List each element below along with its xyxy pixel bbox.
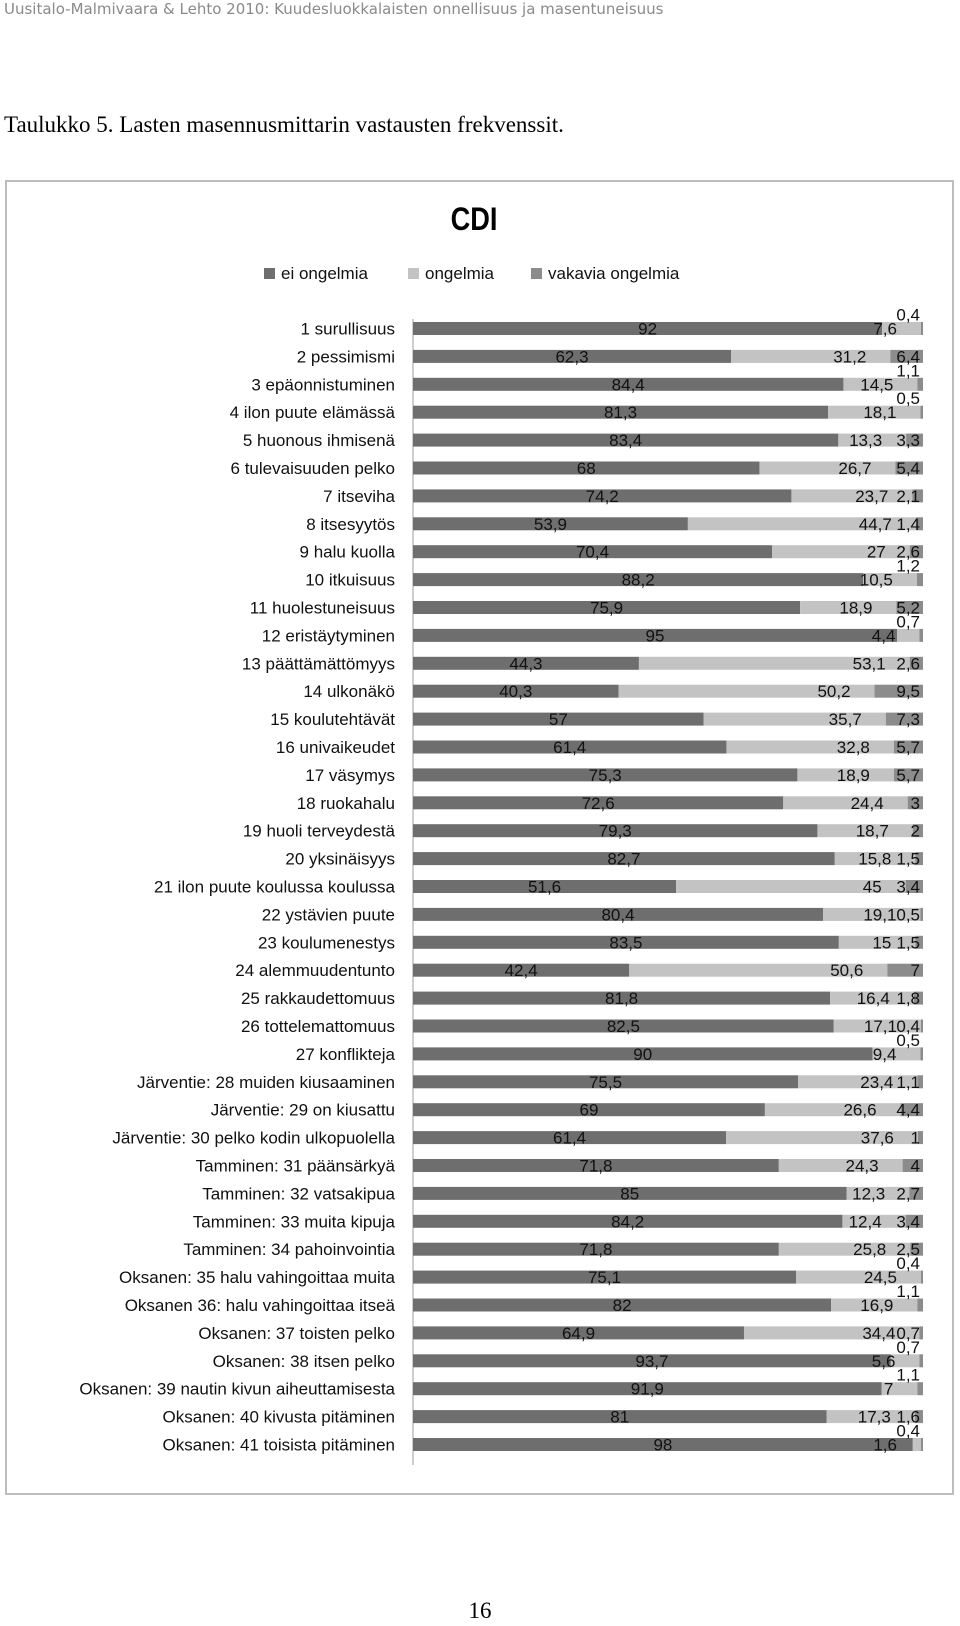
- chart-legend: [264, 264, 680, 283]
- data-label-ongelmia: 32,8: [836, 738, 870, 757]
- category-label: 24 alemmuudentunto: [235, 961, 395, 981]
- data-label-ongelmia: 24,4: [850, 793, 884, 813]
- data-label-vakavia-ongelmia: 1: [910, 1128, 920, 1148]
- data-label-ongelmia: 17,3: [857, 1407, 891, 1427]
- data-label-ei-ongelmia: 83,4: [609, 431, 643, 451]
- data-label-vakavia-ongelmia: 1,6: [896, 1407, 920, 1427]
- data-label-ei-ongelmia: 80,4: [601, 905, 635, 925]
- data-label-ei-ongelmia: 75,9: [589, 598, 624, 618]
- category-label: Oksanen: 37 toisten pelko: [198, 1323, 395, 1343]
- category-label: 21 ilon puute koulussa koulussa: [154, 877, 395, 897]
- data-label-vakavia-ongelmia: 0,5: [896, 389, 920, 409]
- category-label: 23 koulumenestys: [257, 933, 395, 953]
- data-label-vakavia-ongelmia: 2,7: [896, 1184, 920, 1204]
- category-label: 11 huolestuneisuus: [249, 598, 395, 618]
- data-label-vakavia-ongelmia: 7: [910, 961, 920, 981]
- data-label-vakavia-ongelmia: 1,1: [896, 361, 920, 381]
- data-label-ei-ongelmia: 85: [620, 1184, 640, 1204]
- data-label-vakavia-ongelmia: 0,5: [896, 1030, 920, 1050]
- data-label-ongelmia: 23,4: [860, 1072, 894, 1092]
- data-label-ongelmia: 44,7: [858, 514, 892, 534]
- data-label-ongelmia: 34,4: [862, 1323, 896, 1343]
- data-label-ei-ongelmia: 72,6: [581, 793, 615, 813]
- data-label-ei-ongelmia: 61,4: [553, 1128, 587, 1148]
- data-label-ongelmia: 12,3: [852, 1184, 886, 1204]
- data-label-ongelmia: 4,4: [871, 626, 896, 646]
- category-label: Tamminen: 34 pahoinvointia: [183, 1240, 395, 1260]
- data-label-vakavia-ongelmia: 5,4: [896, 459, 920, 478]
- data-label-ei-ongelmia: 69: [579, 1100, 599, 1120]
- data-label-vakavia-ongelmia: 4,4: [896, 1100, 920, 1120]
- data-label-ei-ongelmia: 44,3: [509, 654, 543, 674]
- category-label: Tamminen: 31 päänsärkyä: [195, 1156, 395, 1176]
- data-label-vakavia-ongelmia: 5,7: [896, 765, 920, 785]
- category-label: 15 koulutehtävät: [270, 710, 395, 730]
- page-number: 16: [468, 1598, 492, 1623]
- data-label-ei-ongelmia: 81,3: [603, 403, 638, 423]
- data-label-ei-ongelmia: 75,3: [588, 765, 622, 785]
- data-label-ei-ongelmia: 75,1: [587, 1268, 622, 1288]
- plot-area: [79, 306, 923, 1455]
- data-label-vakavia-ongelmia: 1,5: [896, 849, 920, 869]
- data-label-ongelmia: 10,5: [859, 570, 893, 590]
- bar-vakavia-ongelmia: [920, 1047, 923, 1060]
- data-label-ongelmia: 35,7: [828, 710, 862, 730]
- bar-vakavia-ongelmia: [921, 1020, 923, 1033]
- data-label-ongelmia: 17,1: [863, 1017, 897, 1036]
- data-label-vakavia-ongelmia: 3,4: [896, 877, 920, 897]
- bar-ongelmia: [791, 489, 912, 502]
- data-label-ei-ongelmia: 84,4: [611, 375, 645, 395]
- data-label-vakavia-ongelmia: 6,4: [896, 347, 920, 367]
- data-label-vakavia-ongelmia: 5,2: [896, 598, 920, 618]
- data-label-ei-ongelmia: 84,2: [611, 1212, 645, 1232]
- data-label-ongelmia: 37,6: [860, 1128, 894, 1148]
- data-label-ei-ongelmia: 53,9: [533, 514, 567, 534]
- data-label-ongelmia: 18,1: [863, 403, 897, 423]
- bar-ongelmia: [783, 796, 907, 809]
- data-label-vakavia-ongelmia: 0,4: [896, 1017, 920, 1036]
- category-label: 3 epäonnistuminen: [251, 375, 395, 395]
- category-label: 13 päättämättömyys: [241, 654, 395, 674]
- bar-vakavia-ongelmia: [921, 1438, 923, 1451]
- data-label-ongelmia: 13,3: [849, 431, 883, 451]
- chart-title: CDI: [450, 201, 498, 238]
- data-label-ei-ongelmia: 71,8: [579, 1156, 613, 1176]
- data-label-ongelmia: 7: [883, 1379, 894, 1399]
- data-label-ongelmia: 26,7: [838, 459, 872, 478]
- category-label: Oksanen: 35 halu vahingoittaa muita: [119, 1268, 395, 1288]
- data-label-ongelmia: 24,5: [863, 1268, 897, 1288]
- category-label: 7 itseviha: [323, 486, 395, 506]
- category-label: 19 huoli terveydestä: [242, 821, 395, 841]
- data-label-vakavia-ongelmia: 0,7: [896, 612, 920, 632]
- data-label-ei-ongelmia: 51,6: [528, 877, 562, 897]
- category-label: 4 ilon puute elämässä: [229, 403, 395, 423]
- category-label: 26 tottelemattomuus: [240, 1017, 395, 1036]
- data-label-ei-ongelmia: 74,2: [585, 486, 619, 506]
- data-label-ei-ongelmia: 95: [645, 626, 665, 646]
- bar-ongelmia: [779, 1159, 903, 1172]
- data-label-vakavia-ongelmia: 1,2: [896, 556, 920, 576]
- data-label-ei-ongelmia: 98: [653, 1435, 673, 1455]
- data-label-ei-ongelmia: 90: [633, 1044, 653, 1064]
- data-label-ei-ongelmia: 88,2: [621, 570, 655, 590]
- category-label: 25 rakkaudettomuus: [240, 989, 395, 1009]
- data-label-vakavia-ongelmia: 3,4: [896, 1212, 920, 1232]
- category-label: Oksanen: 40 kivusta pitäminen: [162, 1407, 395, 1427]
- data-label-ei-ongelmia: 81: [610, 1407, 630, 1427]
- category-label: Järventie: 29 on kiusattu: [210, 1100, 395, 1120]
- data-label-vakavia-ongelmia: 2,1: [896, 486, 920, 506]
- data-label-ei-ongelmia: 64,9: [561, 1323, 596, 1343]
- data-label-ei-ongelmia: 93,7: [635, 1351, 669, 1371]
- data-label-vakavia-ongelmia: 2,6: [896, 542, 920, 562]
- category-label: 18 ruokahalu: [296, 793, 395, 813]
- data-label-vakavia-ongelmia: 1,5: [896, 933, 920, 953]
- data-label-ei-ongelmia: 83,5: [609, 933, 643, 953]
- data-label-ongelmia: 24,3: [845, 1156, 879, 1176]
- data-label-ongelmia: 50,2: [817, 682, 851, 702]
- data-label-ei-ongelmia: 61,4: [553, 738, 587, 757]
- data-label-vakavia-ongelmia: 0,4: [896, 1421, 920, 1441]
- bar-ongelmia: [731, 350, 890, 363]
- category-label: Oksanen: 39 nautin kivun aiheuttamisesta: [79, 1379, 395, 1399]
- data-label-ongelmia: 9,4: [872, 1044, 897, 1064]
- bar-vakavia-ongelmia: [921, 322, 923, 335]
- data-label-ongelmia: 14,5: [860, 375, 894, 395]
- category-label: Oksanen: 41 toisista pitäminen: [162, 1435, 395, 1455]
- category-label: 17 väsymys: [305, 765, 395, 785]
- data-label-vakavia-ongelmia: 2,6: [896, 654, 920, 674]
- data-label-ei-ongelmia: 92: [638, 319, 658, 339]
- data-label-ongelmia: 53,1: [852, 654, 886, 674]
- data-label-ongelmia: 5,6: [871, 1351, 896, 1371]
- data-label-ei-ongelmia: 75,5: [588, 1072, 623, 1092]
- bar-vakavia-ongelmia: [920, 908, 923, 921]
- data-label-vakavia-ongelmia: 0,5: [896, 905, 920, 925]
- data-label-ei-ongelmia: 70,4: [575, 542, 610, 562]
- data-label-ei-ongelmia: 91,9: [630, 1379, 664, 1399]
- data-label-ongelmia: 12,4: [848, 1212, 882, 1232]
- data-label-ei-ongelmia: 81,8: [605, 989, 639, 1009]
- data-label-vakavia-ongelmia: 0,7: [896, 1323, 920, 1343]
- data-label-ongelmia: 27: [866, 542, 886, 562]
- category-label: Järventie: 30 pelko kodin ulkopuolella: [112, 1128, 395, 1148]
- data-label-ongelmia: 23,7: [855, 486, 889, 506]
- data-label-ei-ongelmia: 82,5: [606, 1017, 640, 1036]
- legend-swatch-ongelmia: [408, 268, 419, 279]
- bar-ongelmia: [772, 545, 910, 558]
- table-caption: Taulukko 5. Lasten masennusmittarin vastausten frekvenssit.: [4, 112, 564, 137]
- legend-label-ongelmia: ongelmia: [425, 264, 494, 283]
- data-label-vakavia-ongelmia: 5,7: [896, 738, 920, 757]
- document-header: Uusitalo-Malmivaara & Lehto 2010: Kuudesluokkalaisten onnellisuus ja masentuneisuus: [4, 0, 664, 18]
- category-label: 12 eristäytyminen: [261, 626, 395, 646]
- data-label-vakavia-ongelmia: 2: [910, 821, 920, 841]
- legend-label-vakavia-ongelmia: vakavia ongelmia: [548, 264, 680, 283]
- data-label-ongelmia: 31,2: [833, 347, 867, 367]
- legend-swatch-ei-ongelmia: [264, 268, 275, 279]
- data-label-vakavia-ongelmia: 1,1: [896, 1365, 920, 1385]
- data-label-ongelmia: 26,6: [843, 1100, 877, 1120]
- data-label-ei-ongelmia: 68: [576, 459, 596, 478]
- data-label-vakavia-ongelmia: 1,1: [896, 1282, 920, 1301]
- data-label-vakavia-ongelmia: 9,5: [896, 682, 920, 702]
- category-label: 8 itsesyytös: [306, 514, 395, 534]
- data-label-ei-ongelmia: 82: [612, 1296, 632, 1315]
- category-label: 14 ulkonäkö: [303, 682, 395, 702]
- data-label-ongelmia: 16,4: [856, 989, 890, 1009]
- data-label-vakavia-ongelmia: 3: [910, 793, 920, 813]
- bar-vakavia-ongelmia: [920, 406, 923, 419]
- data-label-vakavia-ongelmia: 0,4: [896, 1254, 920, 1274]
- category-label: 16 univaikeudet: [275, 738, 395, 757]
- category-label: 5 huonous ihmisenä: [242, 431, 395, 451]
- data-label-ongelmia: 1,6: [873, 1435, 897, 1455]
- data-label-vakavia-ongelmia: 3,3: [896, 431, 920, 451]
- data-label-ongelmia: 18,9: [839, 598, 873, 618]
- category-label: 9 halu kuolla: [299, 542, 395, 562]
- data-label-ongelmia: 50,6: [830, 961, 864, 981]
- category-label: Tamminen: 32 vatsakipua: [202, 1184, 395, 1204]
- data-label-vakavia-ongelmia: 4: [910, 1156, 920, 1176]
- category-label: 20 yksinäisyys: [285, 849, 395, 869]
- bar-vakavia-ongelmia: [921, 1271, 923, 1284]
- category-label: Oksanen: 38 itsen pelko: [212, 1351, 395, 1371]
- data-label-ei-ongelmia: 40,3: [499, 682, 533, 702]
- category-label: Tamminen: 33 muita kipuja: [192, 1212, 395, 1232]
- data-label-vakavia-ongelmia: 1,8: [896, 989, 920, 1009]
- data-label-ei-ongelmia: 42,4: [504, 961, 538, 981]
- data-label-ei-ongelmia: 62,3: [555, 347, 589, 367]
- data-label-ongelmia: 15: [872, 933, 892, 953]
- data-label-ongelmia: 18,9: [836, 765, 870, 785]
- category-label: 10 itkuisuus: [305, 570, 395, 590]
- legend-label-ei-ongelmia: ei ongelmia: [281, 264, 368, 283]
- data-label-vakavia-ongelmia: 1,1: [896, 1072, 920, 1092]
- data-label-ongelmia: 19,1: [863, 905, 897, 925]
- category-label: 1 surullisuus: [300, 319, 395, 339]
- data-label-ei-ongelmia: 79,3: [598, 821, 632, 841]
- data-label-vakavia-ongelmia: 0,4: [896, 305, 920, 325]
- data-label-ongelmia: 25,8: [853, 1240, 887, 1260]
- bar-ongelmia: [779, 1243, 910, 1256]
- data-label-ongelmia: 18,7: [855, 821, 889, 841]
- data-label-vakavia-ongelmia: 2,5: [896, 1240, 920, 1260]
- data-label-ei-ongelmia: 71,8: [579, 1240, 613, 1260]
- category-label: 22 ystävien puute: [261, 905, 395, 925]
- category-label: 2 pessimismi: [296, 347, 395, 367]
- data-label-ei-ongelmia: 57: [548, 710, 568, 730]
- bar-ongelmia: [765, 1103, 901, 1116]
- data-label-ongelmia: 7,6: [873, 319, 897, 339]
- bar-ongelmia: [759, 462, 895, 475]
- category-label: 6 tulevaisuuden pelko: [230, 459, 395, 478]
- data-label-ongelmia: 15,8: [858, 849, 892, 869]
- data-label-ongelmia: 45: [862, 877, 882, 897]
- category-label: 27 konflikteja: [295, 1044, 395, 1064]
- legend-swatch-vakavia-ongelmia: [531, 268, 542, 279]
- data-label-ei-ongelmia: 82,7: [607, 849, 641, 869]
- data-label-vakavia-ongelmia: 0,7: [896, 1337, 920, 1357]
- category-label: Oksanen 36: halu vahingoittaa itseä: [124, 1296, 395, 1315]
- category-label: Järventie: 28 muiden kiusaaminen: [137, 1072, 395, 1092]
- data-label-ongelmia: 16,9: [860, 1296, 894, 1315]
- data-label-vakavia-ongelmia: 1,4: [896, 514, 920, 534]
- data-label-vakavia-ongelmia: 7,3: [896, 710, 920, 730]
